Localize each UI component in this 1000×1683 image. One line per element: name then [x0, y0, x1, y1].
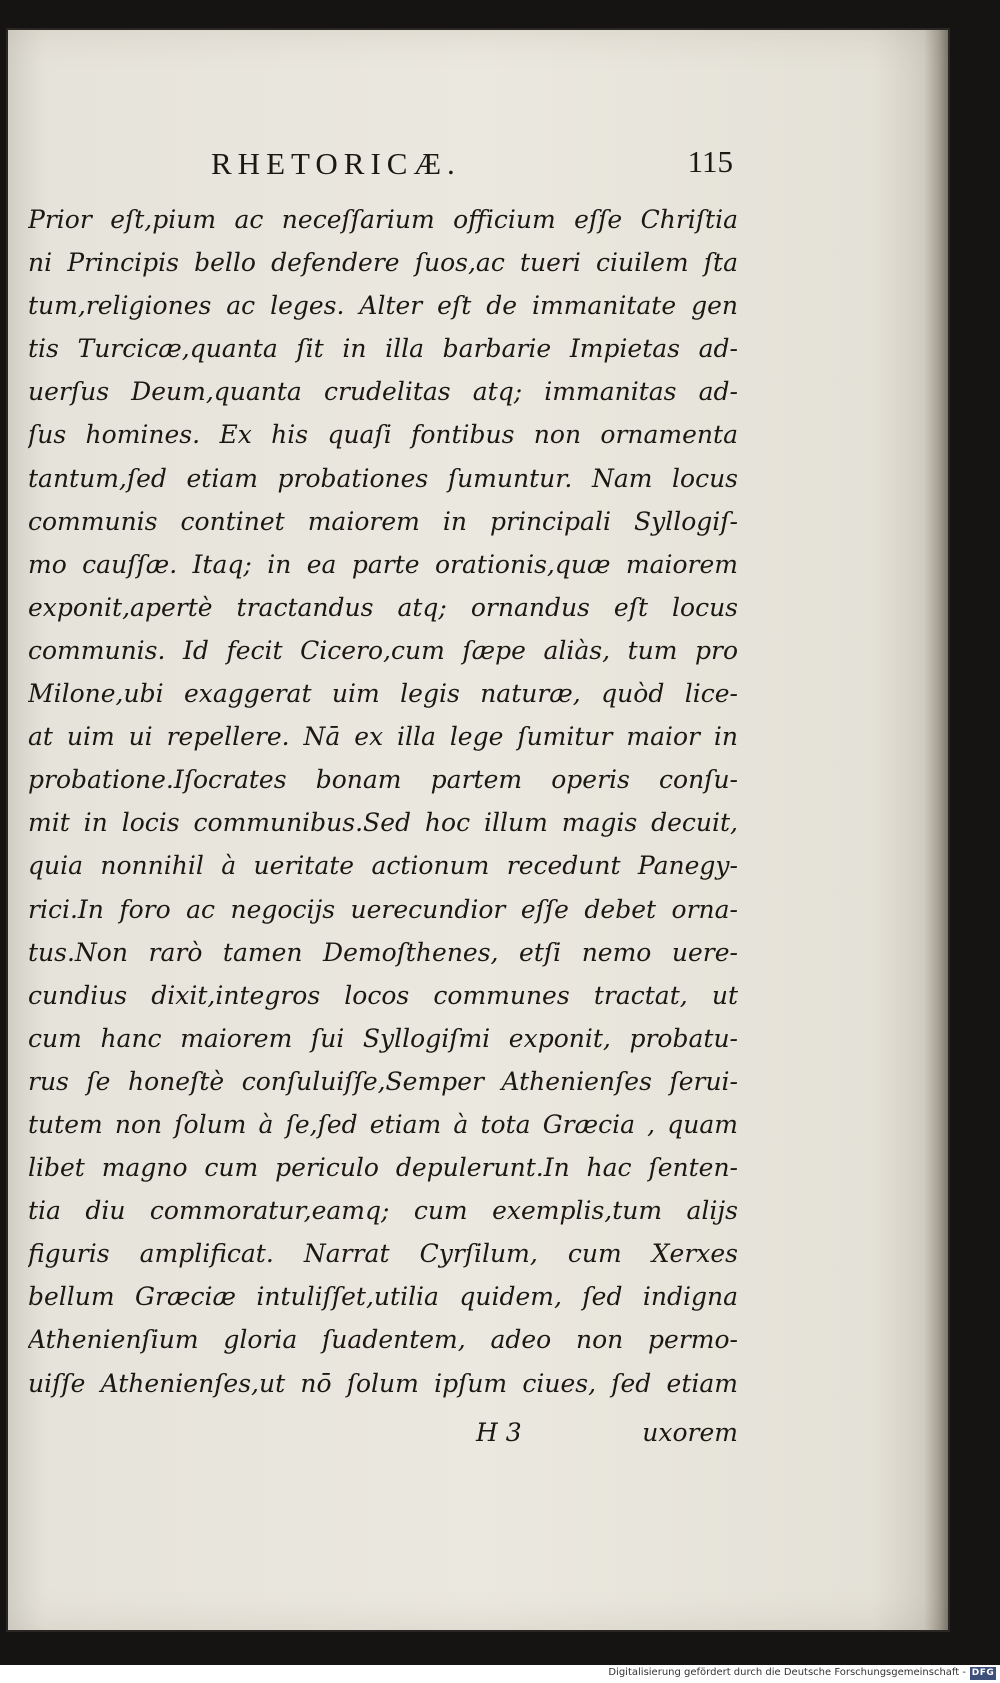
text-line: mo cauſſæ. Itaq; in ea parte orationis,quæ maiorem: [28, 549, 738, 579]
text-line: tia diu commoratur,eamq; cum exemplis,tum alijs: [28, 1196, 738, 1226]
text-line: bellum Græciæ intuliſſet,utilia quidem, ſed indigna: [28, 1282, 738, 1312]
text-line: rici.In foro ac negocijs uerecundior eſſe debet orna-: [28, 894, 738, 924]
funding-credit: Digitalisierung gefördert durch die Deutsche Forschungsgemeinschaft -: [608, 1667, 966, 1678]
text-line: quia nonnihil à ueritate actionum recedunt Panegy-: [28, 851, 738, 881]
text-line: tum,religiones ac leges. Alter eſt de immanitate gen: [28, 291, 738, 321]
text-line: figuris amplificat. Narrat Cyrſilum, cum Xerxes: [28, 1239, 738, 1269]
text-line: Athenienſium gloria ſuadentem, adeo non permo-: [28, 1325, 738, 1355]
text-line: probatione.Iſocrates bonam partem operis conſu-: [28, 765, 738, 795]
book-page: [8, 30, 948, 1630]
text-line: Prior eſt,pium ac neceſſarium officium eſſe Chriſtia: [28, 205, 738, 234]
text-line: exponit,apertè tractandus atq; ornandus eſt locus: [28, 592, 738, 622]
page-edge-shadow: [924, 30, 948, 1630]
text-line: ſus homines. Ex his quaſi fontibus non ornamenta: [28, 420, 738, 450]
credit-bar: [0, 1665, 1000, 1683]
text-line: tutem non ſolum à ſe,ſed etiam à tota Græcia , quam: [28, 1109, 738, 1139]
dfg-logo: DFG: [971, 1668, 995, 1678]
text-line: tus.Non rarò tamen Demoſthenes, etſi nemo uere-: [28, 937, 738, 967]
page-header: [28, 146, 733, 190]
text-line: communis continet maiorem in principali Syllogiſ-: [28, 506, 738, 536]
text-line: uerſus Deum,quanta crudelitas atq; immanitas ad-: [28, 377, 738, 407]
text-line: cum hanc maiorem ſui Syllogiſmi exponit, probatu-: [28, 1023, 738, 1053]
text-line: tantum,ſed etiam probationes ſumuntur. Nam locus: [28, 463, 738, 493]
text-line: uiſſe Athenienſes,ut nō ſolum ipſum ciues, ſed etiam: [28, 1368, 738, 1398]
text-line: ni Principis bello defendere ſuos,ac tueri ciuilem ſta: [28, 248, 738, 278]
signature-mark: H 3: [476, 1418, 522, 1447]
text-line: mit in locis communibus.Sed hoc illum magis decuit,: [28, 808, 738, 838]
page-number: 115: [687, 144, 733, 179]
running-title: RHETORICÆ.: [211, 146, 461, 181]
catchword: uxorem: [642, 1418, 738, 1447]
page-footer: [28, 1418, 738, 1458]
body-text: [28, 198, 738, 1405]
text-line: communis. Id fecit Cicero,cum ſæpe aliàs, tum pro: [28, 635, 738, 665]
text-line: Milone,ubi exaggerat uim legis naturæ, quòd lice-: [28, 679, 738, 709]
text-line: at uim ui repellere. Nā ex illa lege ſumitur maior in: [28, 722, 738, 752]
text-line: cundius dixit,integros locos communes tractat, ut: [28, 980, 738, 1010]
text-line: rus ſe honeſtè conſuluiſſe,Semper Athenienſes ſerui-: [28, 1066, 738, 1096]
text-line: libet magno cum periculo depulerunt.In hac ſenten-: [28, 1153, 738, 1183]
text-line: tis Turcicæ,quanta ſit in illa barbarie Impietas ad-: [28, 334, 738, 364]
